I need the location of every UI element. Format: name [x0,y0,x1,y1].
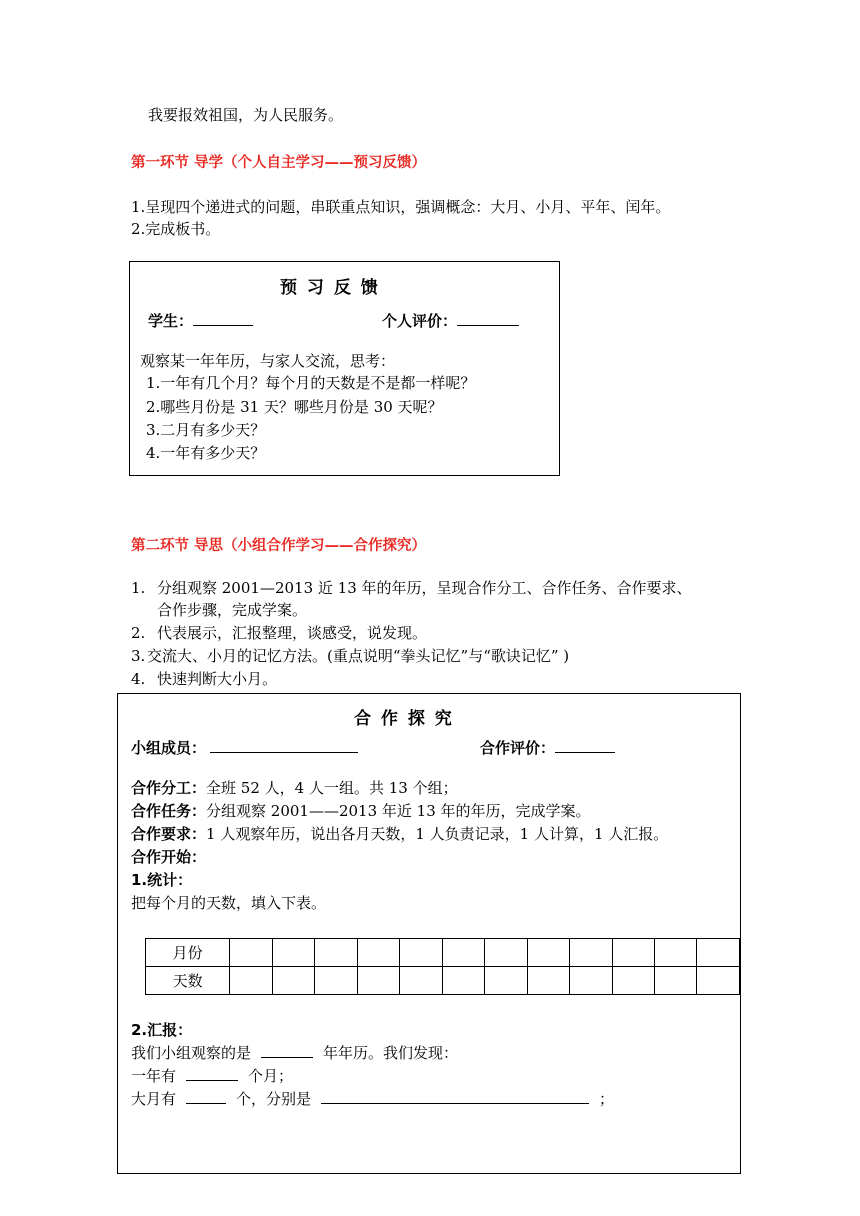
start-label: 合作开始： [131,848,207,866]
table-cell[interactable] [400,967,442,995]
table-cell[interactable] [612,967,654,995]
table-header-month: 月份 [146,939,230,967]
section1-item: 2.完成板书。 [131,220,221,238]
table-cell[interactable] [485,939,527,967]
requirement-line: 合作要求：1 人观察年历，说出各月天数，1 人负责记录，1 人计算，1 人汇报。 [131,825,669,843]
coop-eval-blank[interactable] [555,737,615,753]
task-line: 合作任务：分组观察 2001——2013 年近 13 年的年历，完成学案。 [131,802,591,820]
table-cell[interactable] [230,939,272,967]
section1-heading: 第一环节 导学（个人自主学习——预习反馈） [131,155,427,171]
table-cell[interactable] [655,939,697,967]
table-cell[interactable] [527,967,569,995]
members-blank[interactable] [210,737,358,753]
preview-question: 4.一年有多少天？ [146,444,266,462]
coop-box-title: 合 作 探 究 [354,709,454,729]
table-cell[interactable] [315,939,357,967]
section2-item-num: 3. [131,647,146,665]
table-cell[interactable] [570,967,612,995]
section2-item-num: 2. [131,624,146,642]
intro-line: 我要报效祖国，为人民服务。 [148,106,344,124]
preview-question: 3.二月有多少天？ [146,421,266,439]
section2-item: 分组观察 2001—2013 近 13 年的年历，呈现合作分工、合作任务、合作要求、 [157,579,692,597]
table-cell[interactable] [357,939,399,967]
table-cell[interactable] [230,967,272,995]
table-row [146,939,740,967]
stat-heading: 1.统计： [131,871,193,889]
table-cell[interactable] [527,939,569,967]
section2-item: 交流大、小月的记忆方法。(重点说明“拳头记忆”与“歌诀记忆” ) [147,647,570,665]
table-row [146,967,740,995]
preview-box-title: 预 习 反 馈 [280,278,380,298]
section2-item-num: 1. [131,579,146,597]
section2-item-cont: 合作步骤，完成学案。 [157,601,308,619]
section2-item-num: 4. [131,670,146,688]
table-cell[interactable] [697,939,740,967]
report-line: 我们小组观察的是 年年历。我们发现： [131,1044,459,1062]
report-line: 一年有 个月； [131,1067,294,1085]
big-months-list-blank[interactable] [321,1088,589,1104]
personal-eval-blank[interactable] [457,310,519,326]
student-blank[interactable] [193,310,253,326]
preview-prompt: 观察某一年年历，与家人交流，思考： [140,352,396,370]
table-cell[interactable] [272,939,314,967]
section2-item: 快速判断大小月。 [157,670,278,688]
table-cell[interactable] [272,967,314,995]
months-blank[interactable] [186,1065,238,1081]
preview-feedback-box [129,261,560,476]
month-days-table [145,938,740,995]
preview-question: 1.一年有几个月？每个月的天数是不是都一样呢？ [146,374,476,392]
big-months-count-blank[interactable] [186,1088,226,1104]
table-cell[interactable] [697,967,740,995]
table-cell[interactable] [442,967,484,995]
section2-item: 代表展示，汇报整理，谈感受，说发现。 [157,624,428,642]
report-line: 大月有 个，分别是 ； [131,1090,615,1108]
division-line: 合作分工：全班 52 人，4 人一组。共 13 个组； [131,779,458,797]
year-blank[interactable] [261,1042,313,1058]
student-label: 学生： [148,310,253,331]
preview-question: 2.哪些月份是 31 天？哪些月份是 30 天呢？ [146,398,443,416]
table-cell[interactable] [357,967,399,995]
table-cell[interactable] [612,939,654,967]
table-cell[interactable] [400,939,442,967]
section2-heading: 第二环节 导思（小组合作学习——合作探究） [131,538,427,554]
cooperative-inquiry-box [117,693,741,1174]
personal-eval-label: 个人评价： [382,310,519,331]
table-cell[interactable] [315,967,357,995]
section1-item: 1.呈现四个递进式的问题，串联重点知识，强调概念：大月、小月、平年、闰年。 [131,198,671,216]
members-label: 小组成员： [131,737,358,758]
table-cell[interactable] [655,967,697,995]
report-heading: 2.汇报： [131,1021,193,1039]
table-cell[interactable] [442,939,484,967]
table-cell[interactable] [570,939,612,967]
coop-eval-label: 合作评价： [480,737,615,758]
table-header-days: 天数 [146,967,230,995]
stat-instruction: 把每个月的天数，填入下表。 [131,894,327,912]
table-cell[interactable] [485,967,527,995]
